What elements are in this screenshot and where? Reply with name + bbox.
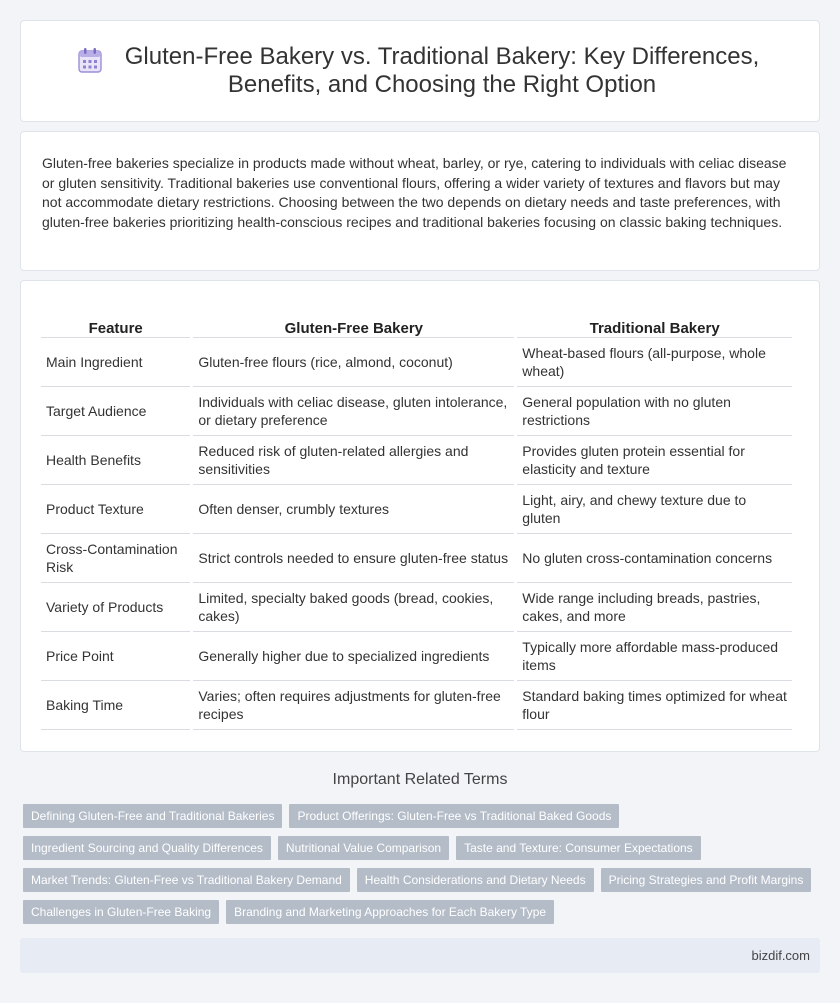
gluten-free-cell: Reduced risk of gluten-related allergies and sensitivities [193, 436, 514, 485]
related-term-tag[interactable]: Product Offerings: Gluten-Free vs Traditional Baked Goods [289, 804, 619, 828]
footer-brand[interactable]: bizdif.com [751, 948, 810, 963]
related-term-tag[interactable]: Pricing Strategies and Profit Margins [601, 868, 812, 892]
tag-row [23, 900, 823, 924]
traditional-cell: Light, airy, and chewy texture due to gluten [517, 485, 792, 534]
traditional-cell: Wheat-based flours (all-purpose, whole wheat) [517, 338, 792, 387]
gluten-free-cell: Varies; often requires adjustments for gluten-free recipes [193, 681, 514, 730]
related-term-tag[interactable]: Ingredient Sourcing and Quality Differences [23, 836, 271, 860]
feature-cell: Main Ingredient [41, 338, 190, 387]
feature-cell: Target Audience [41, 387, 190, 436]
traditional-cell: Provides gluten protein essential for elasticity and texture [517, 436, 792, 485]
table-row [41, 681, 792, 730]
table-row [41, 387, 792, 436]
table-row [41, 534, 792, 583]
tag-row [23, 836, 823, 860]
gluten-free-cell: Strict controls needed to ensure gluten-free status [193, 534, 514, 583]
table-row [41, 632, 792, 681]
related-term-tag[interactable]: Branding and Marketing Approaches for Each Bakery Type [226, 900, 554, 924]
related-term-tag[interactable]: Nutritional Value Comparison [278, 836, 449, 860]
table-row [41, 583, 792, 632]
tag-row [23, 868, 823, 892]
table-row [41, 338, 792, 387]
traditional-cell: Standard baking times optimized for wheat flour [517, 681, 792, 730]
intro-paragraph: Gluten-free bakeries specialize in products made without wheat, barley, or rye, catering to individuals with celiac disease or gluten sensitivity. Traditional bakeries use conventional flours, offering a wider variety of textures and flavors but may not accommodate dietary restrictions. Choosing between the two depends on dietary needs and taste preferences, with gluten-free bakeries prioritizing health-conscious recipes and traditional bakeries focusing on classic baking techniques. [42, 155, 787, 230]
table-row [41, 485, 792, 534]
tag-row [23, 804, 823, 828]
header-gluten-free: Gluten-Free Bakery [193, 316, 514, 338]
feature-cell: Health Benefits [41, 436, 190, 485]
related-term-tag[interactable]: Market Trends: Gluten-Free vs Traditional Bakery Demand [23, 868, 350, 892]
page-title: Gluten-Free Bakery vs. Traditional Bakery: Key Differences, Benefits, and Choosing the Right Option [124, 43, 760, 98]
gluten-free-cell: Limited, specialty baked goods (bread, cookies, cakes) [193, 583, 514, 632]
feature-cell: Product Texture [41, 485, 190, 534]
related-term-tag[interactable]: Health Considerations and Dietary Needs [357, 868, 594, 892]
gluten-free-cell: Individuals with celiac disease, gluten intolerance, or dietary preference [193, 387, 514, 436]
comparison-table [38, 316, 795, 730]
feature-cell: Baking Time [41, 681, 190, 730]
gluten-free-cell: Gluten-free flours (rice, almond, coconut) [193, 338, 514, 387]
related-term-tag[interactable]: Defining Gluten-Free and Traditional Bakeries [23, 804, 282, 828]
feature-cell: Cross-Contamination Risk [41, 534, 190, 583]
related-term-tag[interactable]: Challenges in Gluten-Free Baking [23, 900, 219, 924]
header-feature: Feature [41, 316, 190, 338]
table-row [41, 436, 792, 485]
traditional-cell: Typically more affordable mass-produced items [517, 632, 792, 681]
related-terms-list [23, 804, 823, 932]
header-traditional: Traditional Bakery [517, 316, 792, 338]
calendar-icon [78, 47, 102, 73]
traditional-cell: No gluten cross-contamination concerns [517, 534, 792, 583]
gluten-free-cell: Generally higher due to specialized ingredients [193, 632, 514, 681]
footer [20, 938, 820, 973]
title-card [20, 20, 820, 122]
feature-cell: Price Point [41, 632, 190, 681]
related-terms-title: Important Related Terms [332, 771, 508, 788]
feature-cell: Variety of Products [41, 583, 190, 632]
intro-card [20, 131, 820, 271]
traditional-cell: General population with no gluten restrictions [517, 387, 792, 436]
table-header-row [41, 316, 792, 338]
traditional-cell: Wide range including breads, pastries, cakes, and more [517, 583, 792, 632]
related-term-tag[interactable]: Taste and Texture: Consumer Expectations [456, 836, 701, 860]
gluten-free-cell: Often denser, crumbly textures [193, 485, 514, 534]
comparison-table-card [20, 280, 820, 752]
